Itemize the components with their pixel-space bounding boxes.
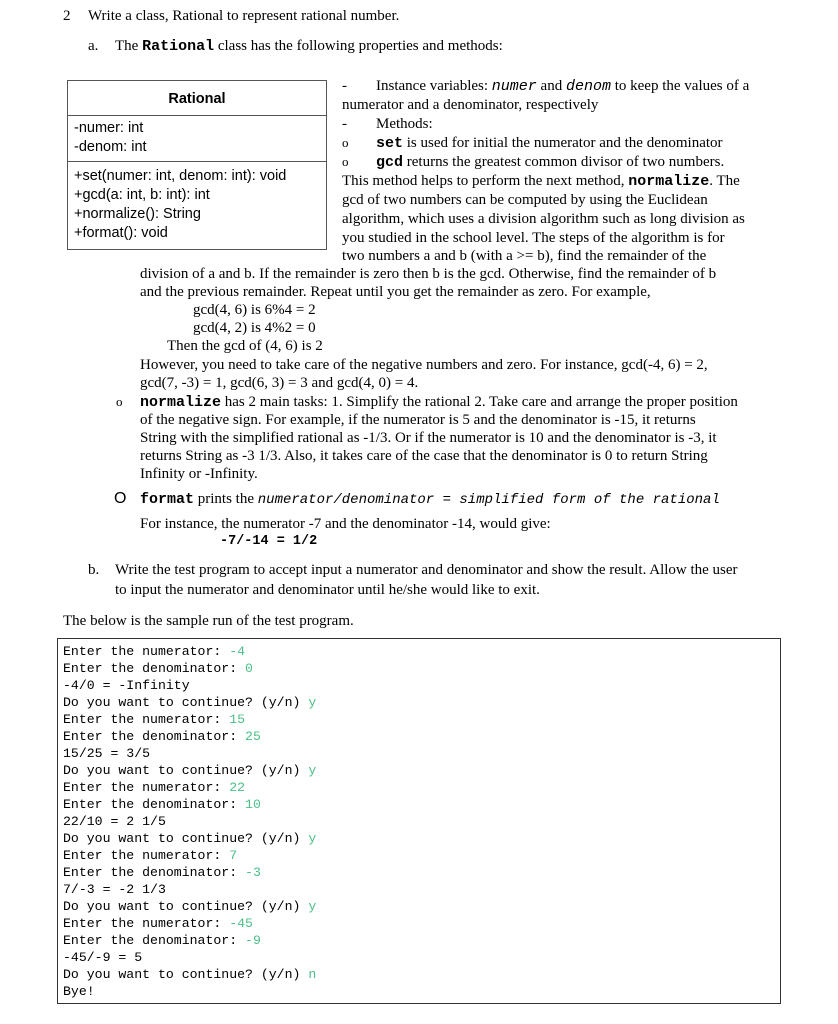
gcd-paragraph-line: gcd of two numbers can be computed by using the Euclidean	[342, 192, 708, 208]
question-number: 2	[63, 8, 71, 24]
gcd-paragraph-line: algorithm, which uses a division algorithm such as long division as	[342, 211, 745, 227]
part-a-intro	[115, 38, 503, 55]
gcd-description	[376, 153, 724, 172]
gcd-l1a: This method helps to perform the next method,	[342, 173, 629, 189]
instance-variables-line	[376, 77, 749, 96]
uml-field: -numer: int	[74, 120, 144, 136]
user-input: -3	[245, 865, 261, 880]
console-line: Enter the numerator: 15	[63, 712, 246, 727]
console-line: Enter the numerator: -4	[63, 644, 246, 659]
code-set: set	[376, 135, 404, 152]
console-line: Do you want to continue? (y/n) y	[63, 695, 317, 710]
inst-text-b: to keep the values of a	[610, 78, 750, 94]
console-line: Enter the numerator: -45	[63, 916, 253, 931]
normalize-line: String with the simplified rational as -1/3. Or if the numerator is 10 and the denominator is -3, it	[140, 430, 717, 446]
user-input: y	[308, 695, 317, 710]
user-input: 25	[245, 729, 261, 744]
console-line: Enter the numerator: 7	[63, 848, 238, 863]
user-input: -4	[229, 644, 246, 659]
console-line: Enter the denominator: -3	[63, 865, 261, 880]
normalize-line: of the negative sign. For example, if the numerator is 5 and the denominator is -15, it returns	[140, 412, 696, 428]
sample-run-intro: The below is the sample run of the test program.	[63, 613, 354, 629]
normalize-text: has 2 main tasks: 1. Simplify the rational 2. Take care and arrange the proper position	[221, 394, 738, 410]
negative-note-line: However, you need to take care of the negative numbers and zero. For instance, gcd(-4, 6) = 2,	[140, 357, 708, 373]
format-instance-text: For instance, the numerator -7 and the denominator -14, would give:	[140, 516, 551, 532]
code-normalize: normalize	[140, 394, 222, 411]
uml-field: -denom: int	[74, 139, 147, 155]
part-b-line: Write the test program to accept input a numerator and denominator and show the result. Allow the user	[115, 562, 738, 578]
code-normalize: normalize	[628, 173, 710, 190]
user-input: 7	[229, 848, 238, 863]
format-description	[140, 490, 720, 509]
methods-label: Methods:	[376, 116, 433, 132]
console-line: Enter the denominator: 25	[63, 729, 261, 744]
uml-divider-methods	[68, 161, 326, 162]
circle-bullet-icon: O	[114, 490, 127, 507]
user-input: -45	[229, 916, 253, 931]
format-text: prints the	[194, 491, 258, 507]
console-line: Enter the numerator: 22	[63, 780, 246, 795]
part-b-line: to input the numerator and denominator until he/she would like to exit.	[115, 582, 540, 598]
console-line: Bye!	[63, 984, 95, 999]
inst-text-a: Instance variables:	[376, 78, 492, 94]
class-name-code: Rational	[142, 38, 215, 55]
question-text: Write a class, Rational to represent rational number.	[88, 8, 400, 24]
user-input: y	[308, 899, 317, 914]
gcd-example-result: Then the gcd of (4, 6) is 2	[167, 338, 323, 354]
uml-divider-fields	[68, 115, 326, 116]
set-description	[376, 134, 723, 153]
dash-bullet: -	[342, 78, 347, 94]
normalize-line: returns String as -3 1/3. Also, it takes care of the case that the denominator is 0 to return String	[140, 448, 708, 464]
console-output-box	[57, 638, 781, 1004]
circle-bullet-icon: o	[342, 135, 349, 150]
part-b-label: b.	[88, 562, 100, 578]
user-input: n	[308, 967, 317, 982]
circle-bullet-icon: o	[116, 394, 123, 409]
gcd-paragraph-line	[342, 172, 740, 191]
user-input: -9	[245, 933, 261, 948]
user-input: y	[308, 763, 317, 778]
inst-text-and: and	[536, 78, 566, 94]
set-text: is used for initial the numerator and the denominator	[403, 135, 723, 151]
uml-method: +gcd(a: int, b: int): int	[74, 187, 210, 203]
uml-method: +set(numer: int, denom: int): void	[74, 168, 287, 184]
negative-note-line: gcd(7, -3) = 1, gcd(6, 3) = 3 and gcd(4, 0) = 4.	[140, 375, 419, 391]
gcd-example: gcd(4, 2) is 4%2 = 0	[193, 320, 316, 336]
console-line: Do you want to continue? (y/n) y	[63, 763, 317, 778]
gcd-text: returns the greatest common divisor of two numbers.	[403, 154, 725, 170]
code-denom: denom	[565, 78, 611, 95]
user-input: 22	[229, 780, 246, 795]
gcd-l1c: . The	[709, 173, 740, 189]
part-a-pre: The	[115, 38, 143, 54]
uml-method: +format(): void	[74, 225, 168, 241]
format-example-code: -7/-14 = 1/2	[220, 534, 318, 549]
gcd-paragraph-line: you studied in the school level. The steps of the algorithm is for	[342, 230, 725, 246]
circle-bullet-icon: o	[342, 154, 349, 169]
user-input: 10	[245, 797, 261, 812]
code-format: format	[140, 491, 195, 508]
gcd-paragraph-line: two numbers a and b (with a >= b), find the remainder of the	[342, 248, 707, 264]
gcd-example: gcd(4, 6) is 6%4 = 2	[193, 302, 316, 318]
part-a-post: class has the following properties and methods:	[214, 38, 503, 54]
uml-class-title: Rational	[168, 91, 226, 107]
console-line: Do you want to continue? (y/n) y	[63, 831, 317, 846]
gcd-paragraph-line: and the previous remainder. Repeat until you get the remainder as zero. For example,	[140, 284, 651, 300]
user-input: 15	[229, 712, 246, 727]
code-format-pattern: numerator/denominator = simplified form of the rational	[257, 492, 720, 508]
console-line: Enter the denominator: 0	[63, 661, 253, 676]
user-input: y	[308, 831, 317, 846]
instance-variables-line2: numerator and a denominator, respectively	[342, 97, 599, 113]
console-line: -4/0 = -Infinity	[63, 678, 190, 693]
code-gcd: gcd	[376, 154, 404, 171]
part-a-label: a.	[88, 38, 99, 54]
normalize-description	[140, 393, 738, 412]
console-line: -45/-9 = 5	[63, 950, 143, 965]
dash-bullet: -	[342, 116, 347, 132]
console-line: Enter the denominator: -9	[63, 933, 261, 948]
uml-method: +normalize(): String	[74, 206, 201, 222]
console-line: Enter the denominator: 10	[63, 797, 261, 812]
code-numer: numer	[491, 78, 537, 95]
gcd-paragraph-line: division of a and b. If the remainder is zero then b is the gcd. Otherwise, find the remainder of b	[140, 266, 717, 282]
normalize-line: Infinity or -Infinity.	[140, 466, 258, 482]
uml-class-diagram	[67, 80, 327, 250]
console-line: 15/25 = 3/5	[63, 746, 151, 761]
console-line: 7/-3 = -2 1/3	[63, 882, 166, 897]
console-line: Do you want to continue? (y/n) y	[63, 899, 317, 914]
console-line: Do you want to continue? (y/n) n	[63, 967, 317, 982]
console-line: 22/10 = 2 1/5	[63, 814, 166, 829]
user-input: 0	[245, 661, 253, 676]
